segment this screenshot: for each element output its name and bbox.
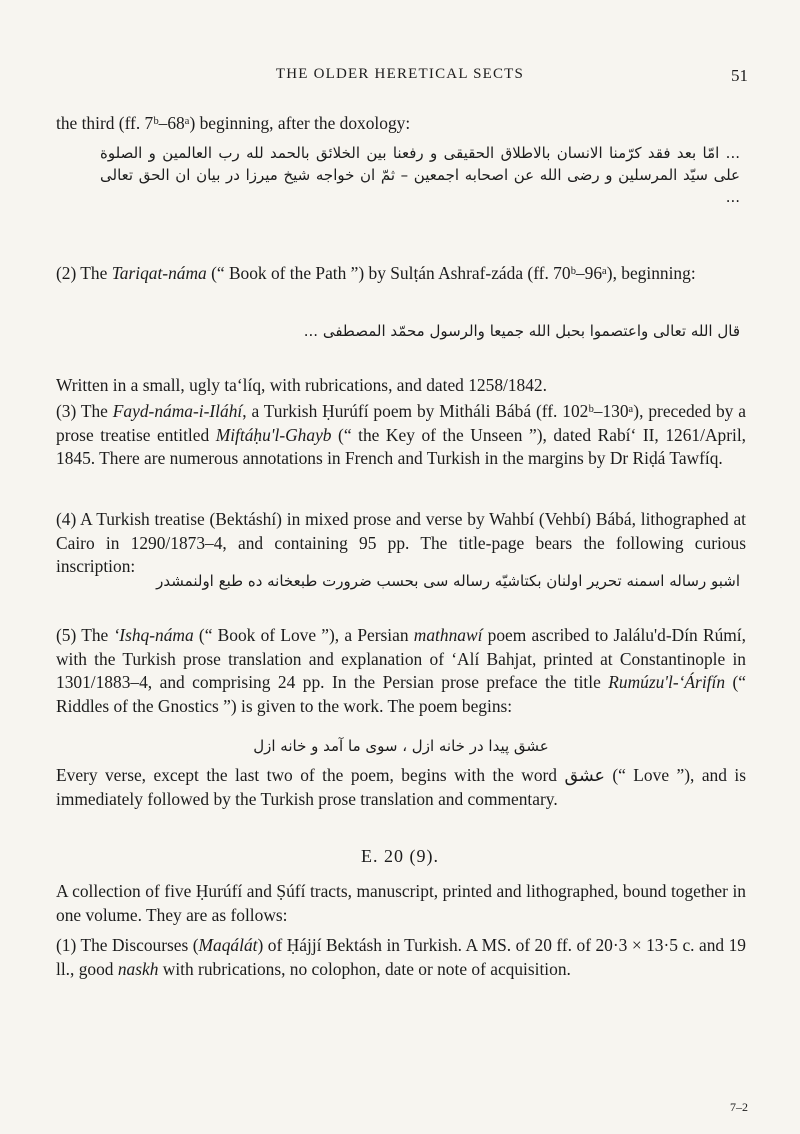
- item-2-continuation: Written in a small, ugly ta‘líq, with rubrications, and dated 1258/1842.: [56, 375, 547, 395]
- work-title: ‘Ishq-náma: [113, 625, 194, 645]
- script-term: naskh: [117, 958, 159, 979]
- arabic-poem-line: عشق پیدا در خانه ازل ، سوی ما آمد و خانه ازل: [253, 737, 549, 755]
- collection-paragraph: A collection of five Ḥurúfí and Ṣúfí tracts, manuscript, printed and lithographed, bound together in one volume. They are as follows:: [56, 881, 746, 925]
- genre-term: mathnawí: [413, 625, 483, 645]
- work-title: Tariqat-náma: [111, 263, 207, 283]
- arabic-quote-2: قال الله تعالى واعتصموا بحبل الله جميعا والرسول محمّد المصطفى ...: [303, 322, 740, 340]
- work-title: Maqálát: [198, 935, 258, 955]
- item-5-paragraph: (5) The ‘Ishq-náma (“ Book of Love ”), a Persian mathnawí poem ascribed to Jalálu'd-Dín Rúmí, with the Turkish prose translation and explanation of ‘Alí Bahjat, printed at Constantinople in 1301/1883–4, and comprising 24 pp. In the Persian prose preface the title Rumúzu'l-‘Árifín (“ Riddles of the Gnostics ”) is given to the work. The poem begins:: [56, 625, 746, 716]
- running-head: THE OLDER HERETICAL SECTS: [275, 66, 525, 82]
- signature-mark: 7–2: [730, 1100, 748, 1114]
- section-heading: E. 20 (9).: [361, 846, 439, 866]
- work-title: Fayd-náma-i-Iláhí: [112, 401, 243, 421]
- page-number: 51: [731, 66, 748, 85]
- arabic-inscription: اشبو رساله اسمنه تحرير اولنان بكتاشيّه رساله سى بحسب ضرورت طبعخانه ده طبع اولنمشدر: [156, 572, 740, 590]
- work-title: Miftáḥu'l-Ghayb: [215, 424, 332, 445]
- item-1-paragraph: (1) The Discourses (Maqálát) of Ḥájjí Bektásh in Turkish. A MS. of 20 ff. of 20·3 × 13·5 c. and 19 ll., good naskh with rubrications, no colophon, date or note of acquisition.: [56, 935, 746, 979]
- item-5-continuation: Every verse, except the last two of the poem, begins with the word عشق (“ Love ”), and is immediately followed by the Turkish prose translation and commentary.: [56, 765, 746, 809]
- item-4-paragraph: (4) A Turkish treatise (Bektáshí) in mixed prose and verse by Wahbí (Vehbí) Bábá, lithographed at Cairo in 1290/1873–4, and containing 95 pp. The title-page bears the following curious inscription:: [56, 509, 746, 577]
- item-3-paragraph: (3) The Fayd-náma-i-Iláhí, a Turkish Ḥurúfí poem by Mitháli Bábá (ff. 102ᵇ–130ᵃ), preceded by a prose treatise entitled Miftáḥu'l-Ghayb (“ the Key of the Unseen ”), dated Rabí‘ II, 1261/April, 1845. There are numerous annotations in French and Turkish in the margins by Dr Riḍá Tawfíq.: [56, 401, 747, 469]
- intro-paragraph: the third (ff. 7ᵇ–68ᵃ) beginning, after the doxology:: [56, 113, 411, 133]
- work-title: Rumúzu'l-‘Árifín: [608, 672, 726, 693]
- arabic-quote-1: ... امّا بعد فقد كرّمنا الانسان بالاطلاق الحقيقى و رفعنا بين الخلائق بالحمد لله رب العالمين و الصلوة على سيّد المرسلين و رضى الله عن اصحابه اجمعين – ثمّ ان خواجه شيخ ميرزا در بيان ان الحق تعالى ...: [100, 144, 740, 206]
- item-2-paragraph: (2) The Tariqat-náma (“ Book of the Path ”) by Sulṭán Ashraf-záda (ff. 70ᵇ–96ᵃ), beginning:: [56, 263, 696, 283]
